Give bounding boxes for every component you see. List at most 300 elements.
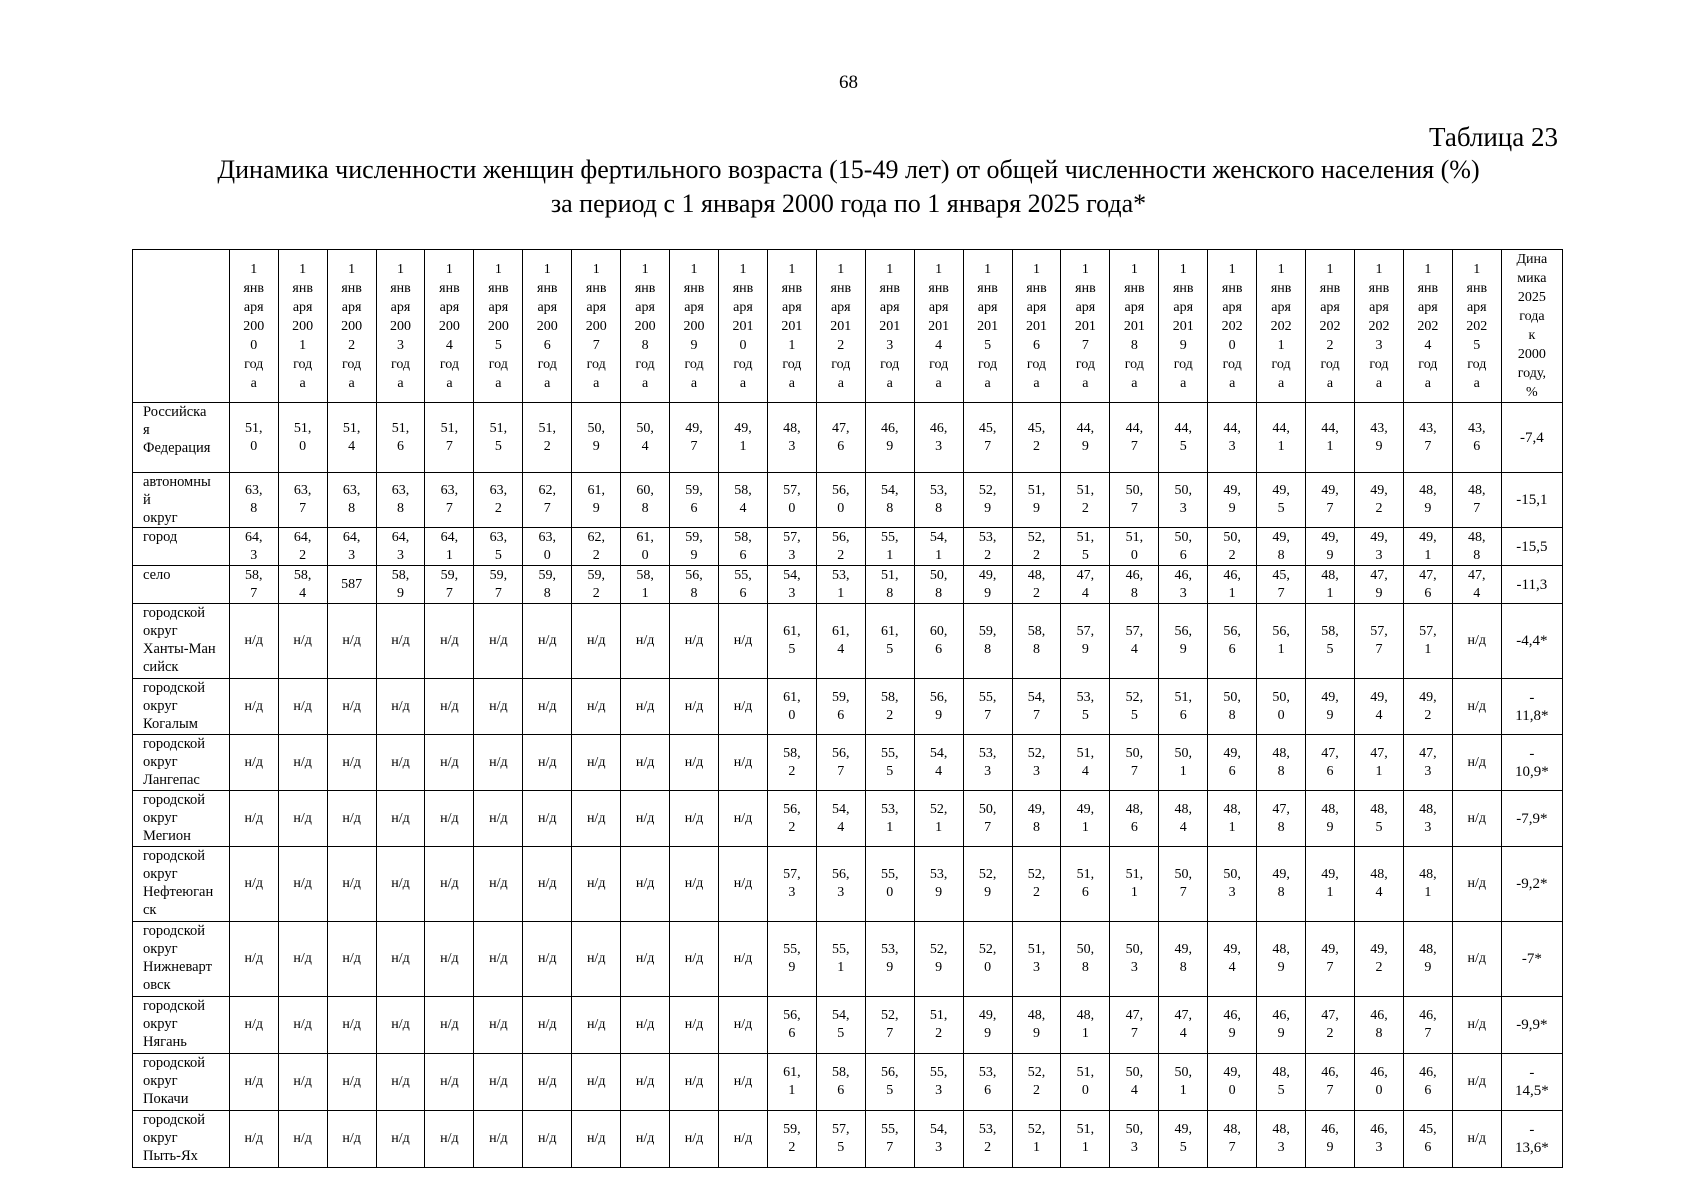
na-cell: н/д bbox=[376, 847, 425, 922]
na-cell: н/д bbox=[474, 1054, 523, 1111]
table-row bbox=[133, 997, 1563, 1054]
row-label: городской округ Ханты-Ман сийск bbox=[133, 604, 230, 679]
value-cell: 49, 4 bbox=[1208, 922, 1257, 997]
na-cell: н/д bbox=[621, 1054, 670, 1111]
na-cell: н/д bbox=[376, 604, 425, 679]
value-cell: 56, 2 bbox=[816, 528, 865, 566]
value-cell: 49, 0 bbox=[1208, 1054, 1257, 1111]
na-cell: н/д bbox=[1452, 922, 1501, 997]
column-header: 1 янв аря 200 8 год а bbox=[621, 250, 670, 403]
column-header: 1 янв аря 202 3 год а bbox=[1354, 250, 1403, 403]
value-cell: 56, 9 bbox=[1159, 604, 1208, 679]
value-cell: 56, 7 bbox=[816, 735, 865, 791]
value-cell: 54, 3 bbox=[767, 566, 816, 604]
column-header: 1 янв аря 200 0 год а bbox=[229, 250, 278, 403]
value-cell: 50, 8 bbox=[1208, 679, 1257, 735]
na-cell: н/д bbox=[572, 679, 621, 735]
value-cell: 53, 9 bbox=[865, 922, 914, 997]
na-cell: н/д bbox=[572, 847, 621, 922]
row-label: городской округ Покачи bbox=[133, 1054, 230, 1111]
value-cell: 46, 6 bbox=[1403, 1054, 1452, 1111]
na-cell: н/д bbox=[425, 604, 474, 679]
value-cell: 43, 7 bbox=[1403, 403, 1452, 473]
value-cell: 52, 5 bbox=[1110, 679, 1159, 735]
value-cell: 63, 5 bbox=[474, 528, 523, 566]
value-cell: 50, 9 bbox=[572, 403, 621, 473]
value-cell: 49, 9 bbox=[963, 997, 1012, 1054]
na-cell: н/д bbox=[229, 735, 278, 791]
value-cell: 56, 6 bbox=[767, 997, 816, 1054]
value-cell: 49, 1 bbox=[1403, 528, 1452, 566]
na-cell: н/д bbox=[229, 1054, 278, 1111]
value-cell: 46, 7 bbox=[1306, 1054, 1355, 1111]
value-cell: 52, 1 bbox=[914, 791, 963, 847]
na-cell: н/д bbox=[670, 679, 719, 735]
value-cell: 52, 9 bbox=[963, 473, 1012, 528]
value-cell: 50, 4 bbox=[1110, 1054, 1159, 1111]
dynamics-cell: -4,4* bbox=[1501, 604, 1562, 679]
value-cell: 51, 1 bbox=[1110, 847, 1159, 922]
value-cell: 53, 5 bbox=[1061, 679, 1110, 735]
value-cell: 46, 7 bbox=[1403, 997, 1452, 1054]
na-cell: н/д bbox=[523, 604, 572, 679]
column-header: 1 янв аря 200 3 год а bbox=[376, 250, 425, 403]
value-cell: 56, 8 bbox=[670, 566, 719, 604]
value-cell: 52, 2 bbox=[1012, 847, 1061, 922]
value-cell: 50, 0 bbox=[1257, 679, 1306, 735]
column-header: 1 янв аря 200 4 год а bbox=[425, 250, 474, 403]
na-cell: н/д bbox=[523, 735, 572, 791]
na-cell: н/д bbox=[719, 735, 768, 791]
na-cell: н/д bbox=[719, 847, 768, 922]
value-cell: 61, 0 bbox=[621, 528, 670, 566]
value-cell: 63, 8 bbox=[327, 473, 376, 528]
column-header: 1 янв аря 201 2 год а bbox=[816, 250, 865, 403]
na-cell: н/д bbox=[523, 791, 572, 847]
column-header: 1 янв аря 200 9 год а bbox=[670, 250, 719, 403]
value-cell: 53, 2 bbox=[963, 1111, 1012, 1168]
value-cell: 48, 4 bbox=[1354, 847, 1403, 922]
column-header: 1 янв аря 202 1 год а bbox=[1257, 250, 1306, 403]
table-title bbox=[0, 153, 1697, 221]
na-cell: н/д bbox=[425, 735, 474, 791]
na-cell: н/д bbox=[229, 1111, 278, 1168]
na-cell: н/д bbox=[474, 735, 523, 791]
na-cell: н/д bbox=[425, 679, 474, 735]
value-cell: 49, 2 bbox=[1354, 922, 1403, 997]
value-cell: 58, 8 bbox=[1012, 604, 1061, 679]
table-row bbox=[133, 403, 1563, 473]
na-cell: н/д bbox=[572, 735, 621, 791]
na-cell: н/д bbox=[1452, 679, 1501, 735]
value-cell: 61, 5 bbox=[767, 604, 816, 679]
dynamics-cell: -11,3 bbox=[1501, 566, 1562, 604]
value-cell: 61, 5 bbox=[865, 604, 914, 679]
na-cell: н/д bbox=[376, 922, 425, 997]
row-label: городской округ Мегион bbox=[133, 791, 230, 847]
value-cell: 57, 3 bbox=[767, 847, 816, 922]
table-label: Таблица 23 bbox=[1429, 122, 1558, 152]
na-cell: н/д bbox=[376, 791, 425, 847]
row-label: городской округ Лангепас bbox=[133, 735, 230, 791]
value-cell: 51, 0 bbox=[229, 403, 278, 473]
value-cell: 51, 9 bbox=[1012, 473, 1061, 528]
value-cell: 49, 1 bbox=[1061, 791, 1110, 847]
value-cell: 62, 2 bbox=[572, 528, 621, 566]
na-cell: н/д bbox=[1452, 791, 1501, 847]
value-cell: 56, 5 bbox=[865, 1054, 914, 1111]
value-cell: 49, 1 bbox=[1306, 847, 1355, 922]
value-cell: 53, 1 bbox=[865, 791, 914, 847]
value-cell: 48, 1 bbox=[1208, 791, 1257, 847]
na-cell: н/д bbox=[523, 922, 572, 997]
value-cell: 52, 9 bbox=[963, 847, 1012, 922]
value-cell: 50, 1 bbox=[1159, 1054, 1208, 1111]
column-header: 1 янв аря 201 5 год а bbox=[963, 250, 1012, 403]
na-cell: н/д bbox=[621, 922, 670, 997]
column-header: 1 янв аря 201 6 год а bbox=[1012, 250, 1061, 403]
na-cell: н/д bbox=[376, 1054, 425, 1111]
na-cell: н/д bbox=[474, 604, 523, 679]
value-cell: 50, 8 bbox=[1061, 922, 1110, 997]
value-cell: 46, 3 bbox=[1354, 1111, 1403, 1168]
value-cell: 51, 4 bbox=[1061, 735, 1110, 791]
dynamics-header: Дина мика 2025 года к 2000 году, % bbox=[1501, 250, 1562, 403]
dynamics-cell: - 14,5* bbox=[1501, 1054, 1562, 1111]
value-cell: 64, 3 bbox=[376, 528, 425, 566]
value-cell: 46, 3 bbox=[1159, 566, 1208, 604]
na-cell: н/д bbox=[719, 679, 768, 735]
na-cell: н/д bbox=[278, 604, 327, 679]
na-cell: н/д bbox=[327, 922, 376, 997]
value-cell: 49, 4 bbox=[1354, 679, 1403, 735]
value-cell: 52, 7 bbox=[865, 997, 914, 1054]
value-cell: 49, 7 bbox=[670, 403, 719, 473]
value-cell: 59, 6 bbox=[670, 473, 719, 528]
value-cell: 51, 6 bbox=[376, 403, 425, 473]
na-cell: н/д bbox=[670, 997, 719, 1054]
column-header: 1 янв аря 201 7 год а bbox=[1061, 250, 1110, 403]
na-cell: н/д bbox=[523, 1054, 572, 1111]
column-header: 1 янв аря 201 0 год а bbox=[719, 250, 768, 403]
row-label: село bbox=[133, 566, 230, 604]
na-cell: н/д bbox=[278, 679, 327, 735]
value-cell: 52, 2 bbox=[1012, 528, 1061, 566]
value-cell: 58, 4 bbox=[278, 566, 327, 604]
value-cell: 50, 7 bbox=[1110, 735, 1159, 791]
value-cell: 57, 7 bbox=[1354, 604, 1403, 679]
value-cell: 47, 4 bbox=[1452, 566, 1501, 604]
value-cell: 56, 1 bbox=[1257, 604, 1306, 679]
value-cell: 49, 2 bbox=[1403, 679, 1452, 735]
na-cell: н/д bbox=[523, 1111, 572, 1168]
value-cell: 50, 3 bbox=[1208, 847, 1257, 922]
value-cell: 53, 8 bbox=[914, 473, 963, 528]
page-number: 68 bbox=[839, 72, 858, 93]
na-cell: н/д bbox=[278, 847, 327, 922]
na-cell: н/д bbox=[621, 604, 670, 679]
value-cell: 60, 6 bbox=[914, 604, 963, 679]
value-cell: 59, 2 bbox=[767, 1111, 816, 1168]
value-cell: 57, 1 bbox=[1403, 604, 1452, 679]
na-cell: н/д bbox=[670, 604, 719, 679]
na-cell: н/д bbox=[425, 1111, 474, 1168]
na-cell: н/д bbox=[229, 604, 278, 679]
row-label: городской округ Пыть-Ях bbox=[133, 1111, 230, 1168]
header-row bbox=[133, 250, 1563, 403]
value-cell: 53, 2 bbox=[963, 528, 1012, 566]
value-cell: 48, 7 bbox=[1208, 1111, 1257, 1168]
value-cell: 55, 5 bbox=[865, 735, 914, 791]
table-row bbox=[133, 735, 1563, 791]
na-cell: н/д bbox=[719, 1054, 768, 1111]
value-cell: 54, 8 bbox=[865, 473, 914, 528]
value-cell: 54, 3 bbox=[914, 1111, 963, 1168]
value-cell: 58, 7 bbox=[229, 566, 278, 604]
value-cell: 49, 8 bbox=[1012, 791, 1061, 847]
na-cell: н/д bbox=[425, 1054, 474, 1111]
na-cell: н/д bbox=[327, 679, 376, 735]
value-cell: 57, 3 bbox=[767, 528, 816, 566]
na-cell: н/д bbox=[719, 1111, 768, 1168]
value-cell: 57, 9 bbox=[1061, 604, 1110, 679]
table-row bbox=[133, 1054, 1563, 1111]
value-cell: 50, 2 bbox=[1208, 528, 1257, 566]
value-cell: 51, 5 bbox=[474, 403, 523, 473]
na-cell: н/д bbox=[376, 735, 425, 791]
dynamics-cell: -7,9* bbox=[1501, 791, 1562, 847]
na-cell: н/д bbox=[327, 791, 376, 847]
na-cell: н/д bbox=[621, 679, 670, 735]
value-cell: 51, 3 bbox=[1012, 922, 1061, 997]
na-cell: н/д bbox=[719, 604, 768, 679]
table-row bbox=[133, 679, 1563, 735]
na-cell: н/д bbox=[621, 791, 670, 847]
na-cell: н/д bbox=[425, 847, 474, 922]
na-cell: н/д bbox=[1452, 847, 1501, 922]
value-cell: 44, 3 bbox=[1208, 403, 1257, 473]
value-cell: 44, 7 bbox=[1110, 403, 1159, 473]
value-cell: 47, 4 bbox=[1061, 566, 1110, 604]
dynamics-cell: - 10,9* bbox=[1501, 735, 1562, 791]
na-cell: н/д bbox=[474, 1111, 523, 1168]
value-cell: 48, 2 bbox=[1012, 566, 1061, 604]
value-cell: 59, 8 bbox=[523, 566, 572, 604]
value-cell: 48, 1 bbox=[1306, 566, 1355, 604]
header-corner bbox=[133, 250, 230, 403]
value-cell: 49, 9 bbox=[1208, 473, 1257, 528]
value-cell: 43, 9 bbox=[1354, 403, 1403, 473]
na-cell: н/д bbox=[1452, 997, 1501, 1054]
value-cell: 47, 4 bbox=[1159, 997, 1208, 1054]
value-cell: 50, 8 bbox=[914, 566, 963, 604]
na-cell: н/д bbox=[621, 997, 670, 1054]
na-cell: н/д bbox=[327, 735, 376, 791]
value-cell: 58, 1 bbox=[621, 566, 670, 604]
value-cell: 52, 2 bbox=[1012, 1054, 1061, 1111]
value-cell: 52, 9 bbox=[914, 922, 963, 997]
value-cell: 53, 1 bbox=[816, 566, 865, 604]
na-cell: н/д bbox=[376, 679, 425, 735]
value-cell: 48, 9 bbox=[1306, 791, 1355, 847]
na-cell: н/д bbox=[327, 604, 376, 679]
value-cell: 64, 3 bbox=[229, 528, 278, 566]
value-cell: 48, 9 bbox=[1403, 473, 1452, 528]
value-cell: 53, 3 bbox=[963, 735, 1012, 791]
value-cell: 59, 9 bbox=[670, 528, 719, 566]
data-table bbox=[132, 249, 1563, 1168]
na-cell: н/д bbox=[670, 847, 719, 922]
value-cell: 47, 3 bbox=[1403, 735, 1452, 791]
value-cell: 48, 9 bbox=[1012, 997, 1061, 1054]
na-cell: н/д bbox=[229, 922, 278, 997]
na-cell: н/д bbox=[474, 997, 523, 1054]
na-cell: н/д bbox=[474, 922, 523, 997]
dynamics-cell: -9,9* bbox=[1501, 997, 1562, 1054]
value-cell: 49, 9 bbox=[1306, 679, 1355, 735]
column-header: 1 янв аря 202 4 год а bbox=[1403, 250, 1452, 403]
dynamics-cell: -7* bbox=[1501, 922, 1562, 997]
column-header: 1 янв аря 202 5 год а bbox=[1452, 250, 1501, 403]
na-cell: н/д bbox=[572, 604, 621, 679]
value-cell: 45, 7 bbox=[1257, 566, 1306, 604]
na-cell: н/д bbox=[719, 997, 768, 1054]
value-cell: 48, 4 bbox=[1159, 791, 1208, 847]
value-cell: 49, 8 bbox=[1159, 922, 1208, 997]
value-cell: 54, 5 bbox=[816, 997, 865, 1054]
column-header: 1 янв аря 201 4 год а bbox=[914, 250, 963, 403]
value-cell: 48, 1 bbox=[1403, 847, 1452, 922]
na-cell: н/д bbox=[278, 997, 327, 1054]
value-cell: 47, 6 bbox=[816, 403, 865, 473]
value-cell: 50, 7 bbox=[1159, 847, 1208, 922]
value-cell: 50, 6 bbox=[1159, 528, 1208, 566]
value-cell: 55, 6 bbox=[719, 566, 768, 604]
value-cell: 64, 2 bbox=[278, 528, 327, 566]
value-cell: 47, 1 bbox=[1354, 735, 1403, 791]
value-cell: 58, 4 bbox=[719, 473, 768, 528]
table-row bbox=[133, 566, 1563, 604]
value-cell: 50, 7 bbox=[963, 791, 1012, 847]
column-header: 1 янв аря 201 3 год а bbox=[865, 250, 914, 403]
row-label: автономны й округ bbox=[133, 473, 230, 528]
na-cell: н/д bbox=[327, 997, 376, 1054]
table-title-line-1: Динамика численности женщин фертильного возраста (15-49 лет) от общей численности женского населения (%) bbox=[217, 155, 1480, 184]
value-cell: 47, 2 bbox=[1306, 997, 1355, 1054]
na-cell: н/д bbox=[278, 1111, 327, 1168]
table-title-line-2: за период с 1 января 2000 года по 1 января 2025 года* bbox=[550, 189, 1147, 218]
value-cell: 51, 1 bbox=[1061, 1111, 1110, 1168]
value-cell: 48, 9 bbox=[1257, 922, 1306, 997]
value-cell: 58, 2 bbox=[865, 679, 914, 735]
value-cell: 587 bbox=[327, 566, 376, 604]
row-label: городской округ Нягань bbox=[133, 997, 230, 1054]
na-cell: н/д bbox=[327, 1111, 376, 1168]
column-header: 1 янв аря 202 0 год а bbox=[1208, 250, 1257, 403]
value-cell: 51, 0 bbox=[278, 403, 327, 473]
value-cell: 50, 1 bbox=[1159, 735, 1208, 791]
column-header: 1 янв аря 201 1 год а bbox=[767, 250, 816, 403]
value-cell: 53, 6 bbox=[963, 1054, 1012, 1111]
value-cell: 51, 0 bbox=[1061, 1054, 1110, 1111]
table-row bbox=[133, 922, 1563, 997]
value-cell: 48, 5 bbox=[1354, 791, 1403, 847]
value-cell: 61, 0 bbox=[767, 679, 816, 735]
na-cell: н/д bbox=[572, 997, 621, 1054]
value-cell: 50, 4 bbox=[621, 403, 670, 473]
value-cell: 63, 2 bbox=[474, 473, 523, 528]
na-cell: н/д bbox=[523, 847, 572, 922]
value-cell: 44, 1 bbox=[1306, 403, 1355, 473]
dynamics-cell: -15,1 bbox=[1501, 473, 1562, 528]
value-cell: 55, 3 bbox=[914, 1054, 963, 1111]
value-cell: 46, 9 bbox=[1208, 997, 1257, 1054]
row-label: городской округ Нижневарт овск bbox=[133, 922, 230, 997]
value-cell: 46, 3 bbox=[914, 403, 963, 473]
value-cell: 49, 5 bbox=[1257, 473, 1306, 528]
na-cell: н/д bbox=[719, 791, 768, 847]
na-cell: н/д bbox=[523, 679, 572, 735]
na-cell: н/д bbox=[327, 847, 376, 922]
value-cell: 52, 3 bbox=[1012, 735, 1061, 791]
na-cell: н/д bbox=[670, 735, 719, 791]
na-cell: н/д bbox=[425, 922, 474, 997]
value-cell: 45, 2 bbox=[1012, 403, 1061, 473]
table-row bbox=[133, 473, 1563, 528]
value-cell: 54, 4 bbox=[914, 735, 963, 791]
na-cell: н/д bbox=[670, 1111, 719, 1168]
value-cell: 48, 9 bbox=[1403, 922, 1452, 997]
value-cell: 46, 9 bbox=[1306, 1111, 1355, 1168]
value-cell: 48, 3 bbox=[1403, 791, 1452, 847]
value-cell: 63, 8 bbox=[229, 473, 278, 528]
na-cell: н/д bbox=[523, 997, 572, 1054]
na-cell: н/д bbox=[670, 791, 719, 847]
na-cell: н/д bbox=[621, 1111, 670, 1168]
na-cell: н/д bbox=[327, 1054, 376, 1111]
value-cell: 61, 4 bbox=[816, 604, 865, 679]
value-cell: 56, 0 bbox=[816, 473, 865, 528]
value-cell: 51, 5 bbox=[1061, 528, 1110, 566]
na-cell: н/д bbox=[1452, 1111, 1501, 1168]
na-cell: н/д bbox=[278, 791, 327, 847]
value-cell: 49, 8 bbox=[1257, 847, 1306, 922]
value-cell: 49, 8 bbox=[1257, 528, 1306, 566]
value-cell: 46, 1 bbox=[1208, 566, 1257, 604]
value-cell: 47, 7 bbox=[1110, 997, 1159, 1054]
value-cell: 59, 7 bbox=[425, 566, 474, 604]
value-cell: 47, 8 bbox=[1257, 791, 1306, 847]
value-cell: 51, 2 bbox=[523, 403, 572, 473]
dynamics-cell: -15,5 bbox=[1501, 528, 1562, 566]
na-cell: н/д bbox=[425, 997, 474, 1054]
value-cell: 47, 6 bbox=[1403, 566, 1452, 604]
value-cell: 56, 9 bbox=[914, 679, 963, 735]
value-cell: 61, 9 bbox=[572, 473, 621, 528]
row-label: городской округ Нефтеюган ск bbox=[133, 847, 230, 922]
value-cell: 45, 6 bbox=[1403, 1111, 1452, 1168]
table-row bbox=[133, 847, 1563, 922]
value-cell: 46, 0 bbox=[1354, 1054, 1403, 1111]
value-cell: 57, 5 bbox=[816, 1111, 865, 1168]
value-cell: 63, 7 bbox=[425, 473, 474, 528]
na-cell: н/д bbox=[376, 997, 425, 1054]
value-cell: 55, 1 bbox=[816, 922, 865, 997]
na-cell: н/д bbox=[1452, 735, 1501, 791]
value-cell: 46, 9 bbox=[865, 403, 914, 473]
value-cell: 51, 0 bbox=[1110, 528, 1159, 566]
column-header: 1 янв аря 201 8 год а bbox=[1110, 250, 1159, 403]
